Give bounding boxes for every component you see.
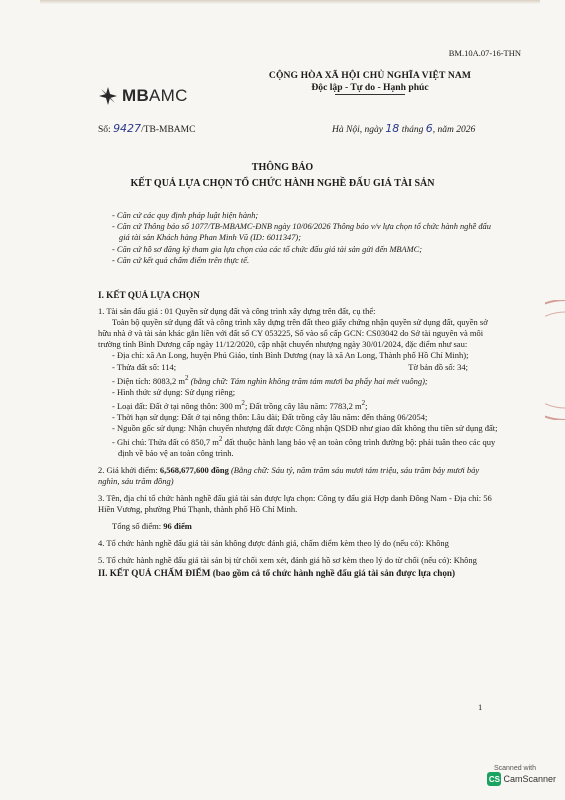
seal-stamp-edge	[545, 300, 565, 420]
handwritten-month: 6	[425, 122, 433, 135]
handwritten-doc-number: 9427	[113, 122, 142, 135]
logo-text: MBAMC	[122, 86, 188, 105]
basis-item: - Căn cứ kết quả chấm điểm trên thực tế.	[112, 255, 250, 265]
notice-title: THÔNG BÁO	[251, 162, 314, 173]
usage-term: - Thời hạn sử dụng: Đất ở tại nông thôn: Lâu dài; Đất trồng cây lâu năm: đến tháng 06/2054;	[112, 411, 428, 422]
mbamc-star-icon	[98, 86, 118, 106]
land-origin: - Nguồn gốc sử dụng: Nhận chuyển nhượng đất được Công nhận QSDĐ như giao đất không thu tiền sử dụng đất;	[112, 422, 498, 433]
selected-organization: 3. Tên, địa chỉ tổ chức hành nghề đấu giá tài sản được lựa chọn: Công ty đấu giá Hợp danh Đông Nam - Địa chỉ: 56 Hiền Vương, phường Phú Thạnh, thành phố Hồ Chí Minh.	[98, 492, 492, 515]
page-number: 1	[478, 702, 483, 712]
legal-bases	[112, 210, 502, 266]
camscanner-watermark: Scanned with CS CamScanner	[488, 765, 556, 784]
basis-item: - Căn cứ Thông báo số 1077/TB-MBAMC-ĐNB ngày 10/06/2026 Thông báo v/v lựa chọn tổ chức hành nghề đấu giá tài sản Khách hàng Phan Minh Vũ (ID: 6011347);	[112, 222, 491, 243]
parcel-number: - Thửa đất số: 114;	[112, 361, 177, 372]
scan-edge	[40, 0, 540, 4]
asset-address: - Địa chỉ: xã An Long, huyện Phú Giáo, tỉnh Bình Dương (nay là xã An Long, Thành phố Hồ Chí Minh);	[112, 350, 469, 361]
usage-form: - Hình thức sử dụng: Sử dụng riêng;	[112, 386, 236, 397]
notice-subtitle: KẾT QUẢ LỰA CHỌN TỔ CHỨC HÀNH NGHỀ ĐẤU GIÁ TÀI SẢN	[130, 178, 435, 189]
issue-date: Hà Nội, ngày 18 tháng 6 , năm 2026	[332, 122, 476, 135]
unevaluated-organizations: 4. Tổ chức hành nghề đấu giá tài sản không được đánh giá, chấm điểm kèm theo lý do (nếu có): Không	[98, 538, 449, 549]
document-number: Số: 9427 /TB-MBAMC	[98, 122, 196, 135]
land-type: - Loại đất: Đất ở tại nông thôn: 300 $m^2$; Đất trồng cây lâu năm: 7783,2 $m^2$;	[112, 398, 368, 411]
parcel-row	[112, 362, 498, 373]
map-sheet-number: Tờ bản đồ số: 34;	[408, 361, 468, 372]
camscanner-logo-icon: CS	[487, 772, 501, 786]
motto: Độc lập - Tự do - Hạnh phúc	[311, 82, 429, 93]
section-heading: I. KẾT QUẢ LỰA CHỌN	[98, 290, 200, 300]
basis-item: - Căn cứ các quy định pháp luật hiện hành;	[112, 211, 259, 220]
asset-description: Toàn bộ quyền sử dụng đất và công trình xây dựng trên đất theo giấy chứng nhận quyền sử dụng đất, quyền sở hữu nhà ở và tài sản khác gắn liền với đất số CY 053225, Số vào sổ cấp GCN: CS03042 do Sở tài nguyên và môi trường tỉnh Bình Dương cấp ngày 11/12/2020, cập nhật chuyển nhượng ngày 30/01/2024, đặc điểm như sau:	[98, 317, 488, 350]
section-heading-2: II. KẾT QUẢ CHẤM ĐIỂM (bao gồm cả tổ chức hành nghề đấu giá tài sản được lựa chọn)	[98, 568, 456, 579]
basis-item: - Căn cứ hồ sơ đăng ký tham gia lựa chọn của các tổ chức đấu giá tài sản gửi đến MBAMC;	[112, 244, 422, 254]
rejected-organizations: 5. Tổ chức hành nghề đấu giá tài sản bị từ chối xem xét, đánh giá hồ sơ kèm theo lý do từ chối (nếu có): Không	[98, 555, 477, 566]
asset-note: - Ghi chú: Thửa đất có 850,7 $m^2$ đất thuộc hành lang bảo vệ an toàn công trình đường bộ: phải tuân theo các quy định về bảo vệ an toàn công trình.	[112, 434, 496, 458]
handwritten-day: 18	[385, 122, 400, 135]
total-score: Tổng số điểm: 96 điểm	[112, 521, 192, 532]
asset-area: - Diện tích: 8083,2 $m^2$ (bằng chữ: Tám nghìn không trăm tám mươi ba phẩy hai mét vuông);	[112, 373, 428, 386]
starting-price: 2. Giá khởi điểm: 6,568,677,600 đồng (Bằng chữ: Sáu tỷ, năm trăm sáu mươi tám triệu, sáu trăm bảy mươi bảy nghìn, sáu trăm đồng)	[98, 464, 480, 486]
company-logo	[98, 86, 188, 106]
form-code: BM.10A.07-16-THN	[448, 48, 521, 58]
asset-intro: 1. Tài sản đấu giá : 01 Quyền sử dụng đất và công trình xây dựng trên đất, cụ thể:	[98, 306, 376, 317]
document-body	[98, 290, 498, 585]
nation-name: CỘNG HÒA XÃ HỘI CHỦ NGHĨA VIỆT NAM	[268, 70, 472, 81]
asset-details	[98, 350, 498, 458]
motto-underline	[335, 94, 405, 95]
national-header	[240, 70, 500, 95]
